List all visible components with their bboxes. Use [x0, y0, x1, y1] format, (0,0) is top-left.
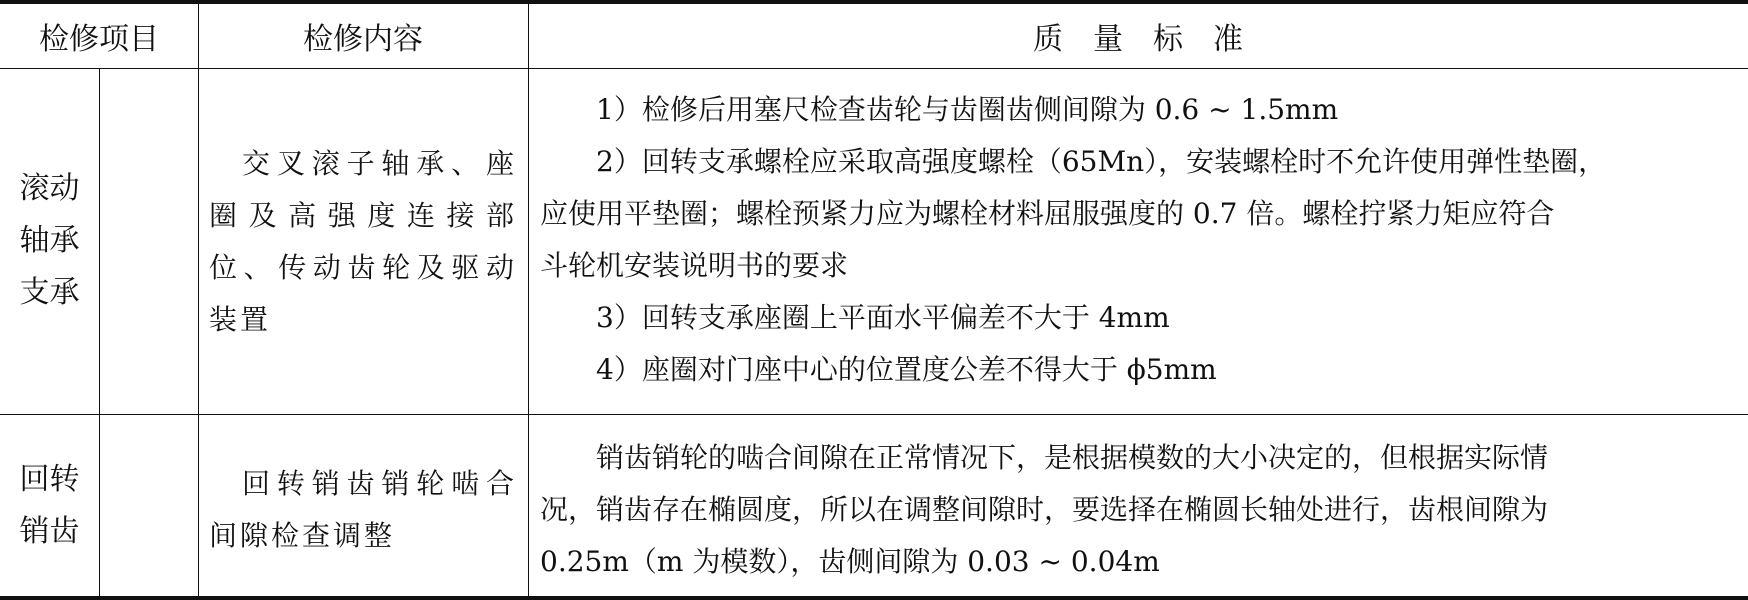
- standard-line: 应使用平垫圈；螺栓预紧力应为螺栓材料屈服强度的 0.7 倍。螺栓拧紧力矩应符合: [540, 197, 1555, 230]
- row2-item: 回转 销齿: [19, 462, 80, 549]
- standard-line: 3）回转支承座圈上平面水平偏差不大于 4mm: [596, 301, 1170, 334]
- row1-standards: [540, 84, 1740, 396]
- standard-line: 销齿销轮的啮合间隙在正常情况下，是根据模数的大小决定的，但根据实际情: [596, 441, 1549, 474]
- standard-line: 0.25m（m 为模数），齿侧间隙为 0.03 ~ 0.04m: [540, 545, 1160, 578]
- table-bottom-rule: [0, 596, 1748, 600]
- header-standard: 质 量 标 准: [1033, 22, 1243, 57]
- standard-line: 1）检修后用塞尺检查齿轮与齿圈齿侧间隙为 0.6 ~ 1.5mm: [596, 93, 1339, 126]
- row2-content: 回转销齿销轮啮合间隙检查调整: [209, 467, 517, 552]
- standard-line: 况，销齿存在椭圆度，所以在调整间隙时，要选择在椭圆长轴处进行，齿根间隙为: [540, 493, 1549, 526]
- column-rule-2: [528, 4, 529, 596]
- standard-line: 2）回转支承螺栓应采取高强度螺栓（65Mn），安装螺栓时不允许使用弹性垫圈，: [596, 145, 1607, 178]
- row1-item: 滚动 轴承 支承: [19, 171, 80, 310]
- standard-line: 斗轮机安装说明书的要求: [540, 249, 849, 282]
- header-content: 检修内容: [303, 22, 423, 57]
- column-rule-1: [198, 4, 199, 596]
- header-item: 检修项目: [39, 22, 159, 57]
- row1-content: 交叉滚子轴承、座圈及高强度连接部位、传动齿轮及驱动装置: [209, 147, 517, 336]
- sub-column-rule: [99, 68, 100, 596]
- header-bottom-rule: [0, 68, 1748, 69]
- row2-standards: [540, 432, 1740, 588]
- standard-line: 4）座圈对门座中心的位置度公差不得大于 ϕ5mm: [596, 353, 1217, 386]
- row-divider-rule: [0, 414, 1748, 415]
